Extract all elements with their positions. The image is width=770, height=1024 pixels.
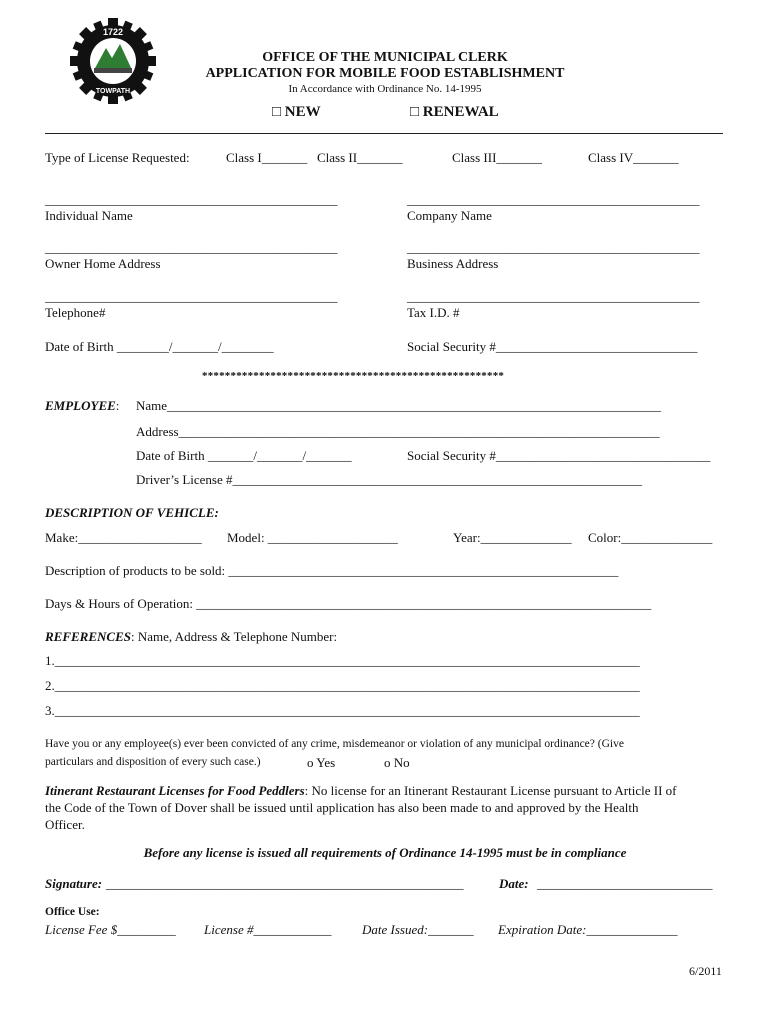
vehicle-year-field[interactable]: Year:______________ xyxy=(453,530,572,545)
itinerant-paragraph-line3: Officer. xyxy=(45,817,85,832)
telephone-blank[interactable]: _____________________________________________ xyxy=(45,289,338,304)
conviction-question-line2: particulars and disposition of every such case.) xyxy=(45,756,261,768)
vehicle-make-field[interactable]: Make:___________________ xyxy=(45,530,202,545)
employee-ssn-field[interactable]: Social Security #_________________________________ xyxy=(407,448,711,463)
date-issued-field[interactable]: Date Issued:_______ xyxy=(362,922,474,937)
signature-label: Signature: xyxy=(45,876,103,891)
individual-name-blank[interactable]: _____________________________________________ xyxy=(45,192,338,207)
itinerant-title: Itinerant Restaurant Licenses for Food Peddlers xyxy=(45,783,305,798)
compliance-notice: Before any license is issued all requirements of Ordinance 14-1995 must be in compliance xyxy=(143,845,627,860)
references-title: REFERENCES xyxy=(45,629,131,644)
tax-id-blank[interactable]: _____________________________________________ xyxy=(407,289,700,304)
header-divider xyxy=(45,133,723,134)
owner-address-blank[interactable]: _____________________________________________ xyxy=(45,240,338,255)
references-heading xyxy=(45,629,337,645)
company-name-blank[interactable]: _____________________________________________ xyxy=(407,192,700,207)
telephone-label: Telephone# xyxy=(45,305,106,320)
license-number-field[interactable]: License #____________ xyxy=(204,922,332,937)
signature-date-field[interactable]: ___________________________ xyxy=(537,876,713,891)
employee-colon: : xyxy=(115,398,120,413)
conviction-no-radio[interactable]: o No xyxy=(384,755,410,770)
applicant-ssn-field[interactable]: Social Security #_______________________________ xyxy=(407,339,698,354)
reference-1-field[interactable]: 1.__________________________________________________________________________________________ xyxy=(45,653,640,668)
conviction-question-line1: Have you or any employee(s) ever been convicted of any crime, misdemeanor or violation of any municipal ordinance? (Give xyxy=(45,738,624,750)
itinerant-paragraph-line1 xyxy=(45,783,677,799)
class-ii-field[interactable]: Class II_______ xyxy=(317,150,403,165)
employee-dob-field[interactable]: Date of Birth _______/_______/_______ xyxy=(136,448,352,463)
svg-text:TOWPATH: TOWPATH xyxy=(95,88,131,95)
hours-field[interactable]: Days & Hours of Operation: ______________________________________________________________________ xyxy=(45,596,652,611)
license-fee-field[interactable]: License Fee $_________ xyxy=(45,922,176,937)
license-type-label: Type of License Requested: xyxy=(45,150,190,165)
employee-license-field[interactable]: Driver’s License #_______________________________________________________________ xyxy=(136,472,643,487)
references-description: : Name, Address & Telephone Number: xyxy=(131,629,338,644)
signature-date-label: Date: xyxy=(499,876,529,891)
vehicle-model-field[interactable]: Model: ____________________ xyxy=(227,530,398,545)
star-divider: ***************************************************** xyxy=(202,370,505,382)
conviction-yes-radio[interactable]: o Yes xyxy=(307,755,336,770)
applicant-dob-field[interactable]: Date of Birth ________/_______/________ xyxy=(45,339,274,354)
business-address-label: Business Address xyxy=(407,256,499,271)
itinerant-text: : No license for an Itinerant Restaurant License pursuant to Article II of xyxy=(304,783,677,798)
vehicle-color-field[interactable]: Color:______________ xyxy=(588,530,713,545)
svg-text:1722: 1722 xyxy=(102,27,124,37)
renewal-checkbox[interactable]: □ RENEWAL xyxy=(410,104,499,120)
office-title: OFFICE OF THE MUNICIPAL CLERK xyxy=(262,50,508,65)
company-name-label: Company Name xyxy=(407,208,492,223)
itinerant-paragraph-line2: the Code of the Town of Dover shall be issued until application has also been made to and approved by the Health xyxy=(45,800,639,815)
office-use-title: Office Use: xyxy=(45,906,100,918)
class-i-field[interactable]: Class I_______ xyxy=(226,150,308,165)
signature-field[interactable]: _______________________________________________________ xyxy=(106,876,464,891)
reference-3-field[interactable]: 3.__________________________________________________________________________________________ xyxy=(45,703,640,718)
business-address-blank[interactable]: _____________________________________________ xyxy=(407,240,700,255)
class-iv-field[interactable]: Class IV_______ xyxy=(588,150,679,165)
employee-address-field[interactable]: Address__________________________________________________________________________ xyxy=(136,424,660,439)
employee-section-label xyxy=(45,398,119,414)
class-iii-field[interactable]: Class III_______ xyxy=(452,150,542,165)
revision-date: 6/2011 xyxy=(689,964,722,978)
ordinance-subtitle: In Accordance with Ordinance No. 14-1995 xyxy=(288,83,482,95)
form-title: APPLICATION FOR MOBILE FOOD ESTABLISHMENT xyxy=(205,66,565,81)
tax-id-label: Tax I.D. # xyxy=(407,305,460,320)
employee-heading: EMPLOYEE xyxy=(45,398,116,413)
vehicle-section-title: DESCRIPTION OF VEHICLE: xyxy=(45,505,219,520)
expiration-date-field[interactable]: Expiration Date:______________ xyxy=(498,922,678,937)
reference-2-field[interactable]: 2.__________________________________________________________________________________________ xyxy=(45,678,640,693)
employee-name-field[interactable]: Name____________________________________________________________________________ xyxy=(136,398,662,413)
products-field[interactable]: Description of products to be sold: ____________________________________________________________ xyxy=(45,563,619,578)
individual-name-label: Individual Name xyxy=(45,208,133,223)
new-checkbox[interactable]: □ NEW xyxy=(272,104,321,120)
owner-address-label: Owner Home Address xyxy=(45,256,161,271)
